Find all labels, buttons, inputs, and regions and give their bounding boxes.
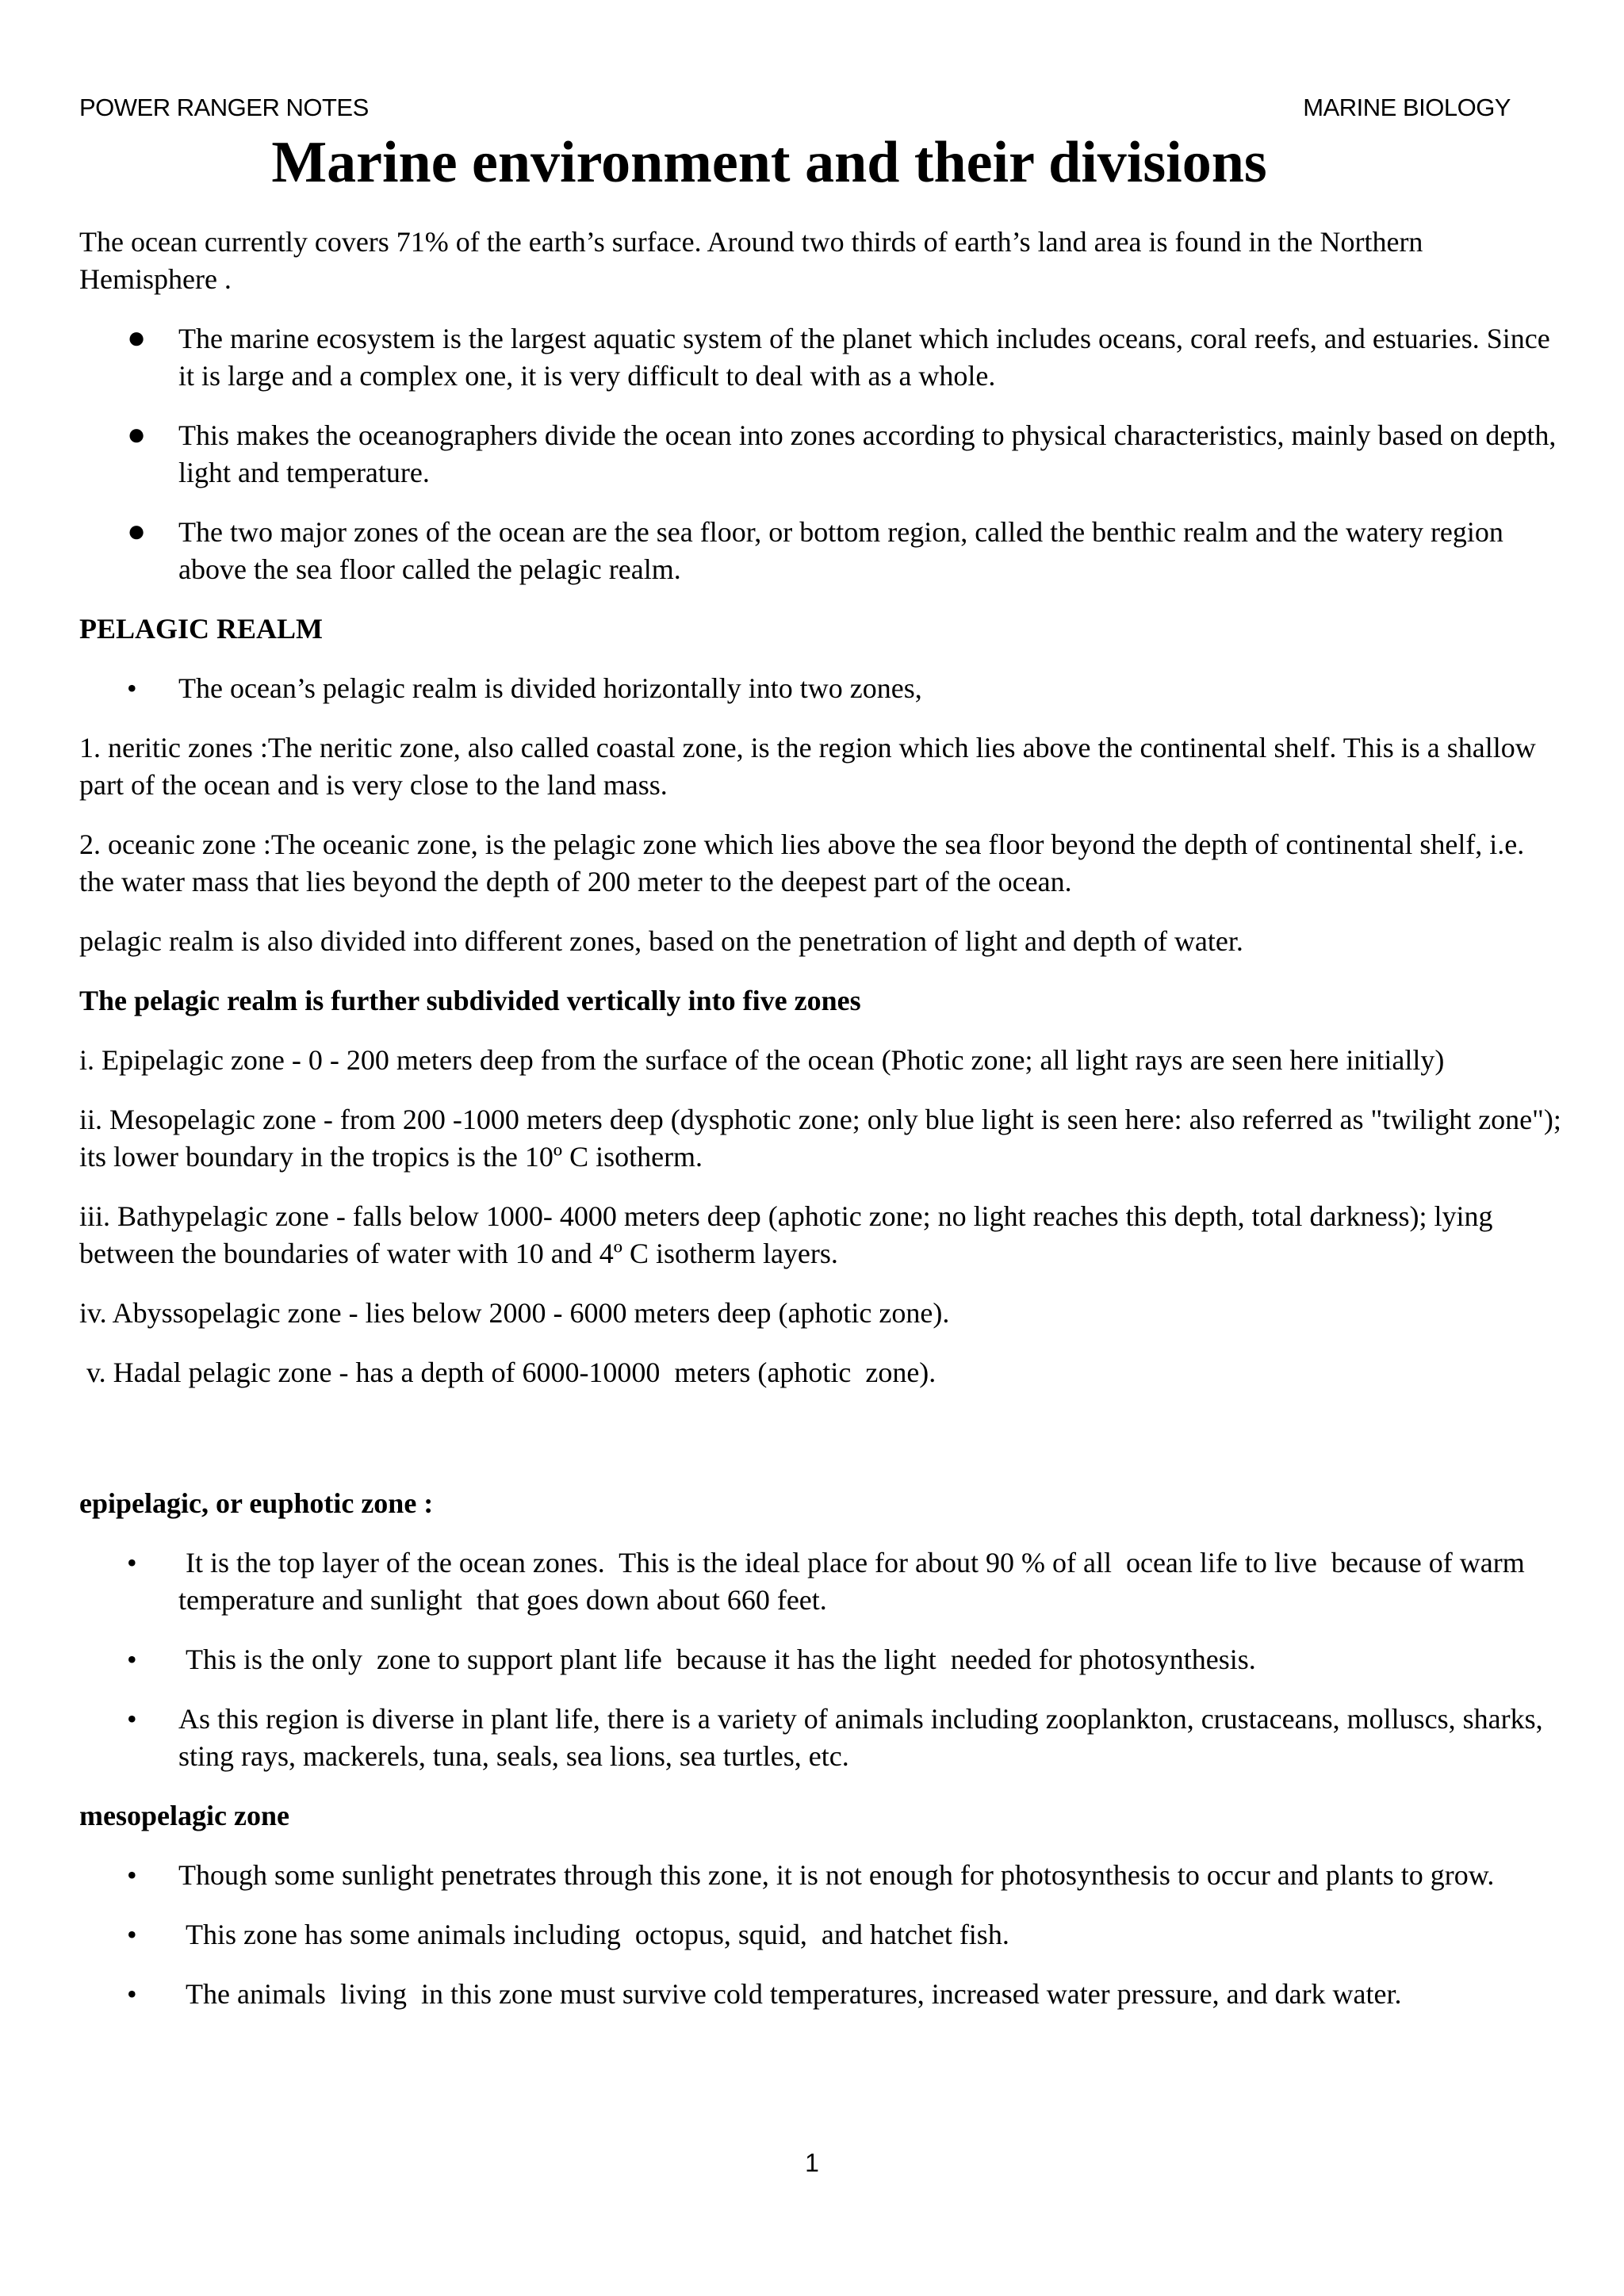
page-number: 1 xyxy=(805,2149,819,2177)
bullet-icon: ● xyxy=(127,416,147,452)
list-item xyxy=(79,1976,1566,2013)
list-item xyxy=(79,1641,1566,1678)
bullet-icon: ● xyxy=(127,513,147,549)
spacer xyxy=(79,1414,1566,1485)
overview-list xyxy=(79,320,1566,588)
list-item-text: Though some sunlight penetrates through this zone, it is not enough for photosynthesis to occur and plants to grow. xyxy=(178,1859,1495,1891)
zone-abyssopelagic: iv. Abyssopelagic zone - lies below 2000 - 6000 meters deep (aphotic zone). xyxy=(79,1297,950,1329)
zone-mesopelagic: ii. Mesopelagic zone - from 200 -1000 meters deep (dysphotic zone; only blue light is seen here: also referred as "twilight zone"); its lower boundary in the tropics is the 10º C isotherm. xyxy=(79,1104,1561,1173)
list-item xyxy=(79,320,1566,395)
bullet-icon: • xyxy=(127,1644,137,1675)
bullet-icon: • xyxy=(127,1547,137,1578)
list-item-text: The marine ecosystem is the largest aquatic system of the planet which includes oceans, coral reefs, and estuaries. Since it is large and a complex one, it is very difficult to deal with as a whole. xyxy=(178,323,1550,392)
vertical-zones-heading: The pelagic realm is further subdivided vertically into five zones xyxy=(79,985,861,1016)
bullet-icon: • xyxy=(127,1703,137,1735)
list-item-text: The two major zones of the ocean are the sea floor, or bottom region, called the benthic realm and the watery region above the sea floor called the pelagic realm. xyxy=(178,516,1503,585)
bullet-icon: ● xyxy=(127,320,147,355)
pelagic-list xyxy=(79,670,1566,707)
epipelagic-heading: epipelagic, or euphotic zone : xyxy=(79,1487,434,1519)
list-item-text: As this region is diverse in plant life, there is a variety of animals including zooplankton, crustaceans, molluscs, sharks, sting rays, mackerels, tuna, seals, sea lions, sea turtles, etc. xyxy=(178,1703,1543,1772)
header-left: POWER RANGER NOTES xyxy=(79,94,369,121)
bullet-icon: • xyxy=(127,1859,137,1891)
zone-bathypelagic: iii. Bathypelagic zone - falls below 1000- 4000 meters deep (aphotic zone; no light reaches this depth, total darkness); lying between the boundaries of water with 10 and 4º C isotherm layers. xyxy=(79,1200,1493,1269)
list-item xyxy=(79,417,1566,492)
list-item xyxy=(79,670,1566,707)
list-item xyxy=(79,1701,1566,1775)
mesopelagic-heading: mesopelagic zone xyxy=(79,1800,289,1831)
neritic-paragraph: 1. neritic zones :The neritic zone, also called coastal zone, is the region which lies above the continental shelf. This is a shallow part of the ocean and is very close to the land mass. xyxy=(79,732,1536,801)
list-item-text: It is the top layer of the ocean zones. This is the ideal place for about 90 % of all ocean life to live because of warm temperature and sunlight that goes down about 660 feet. xyxy=(178,1547,1532,1616)
header-right: MARINE BIOLOGY xyxy=(1303,94,1511,121)
list-item xyxy=(79,514,1566,588)
document-body xyxy=(79,224,1566,2035)
list-item-text: This makes the oceanographers divide the ocean into zones according to physical characteristics, mainly based on depth, light and temperature. xyxy=(178,419,1557,488)
bullet-icon: • xyxy=(127,672,137,704)
epipelagic-list xyxy=(79,1544,1566,1775)
list-item-text: This zone has some animals including octopus, squid, and hatchet fish. xyxy=(178,1919,1009,1950)
mesopelagic-list xyxy=(79,1857,1566,2013)
list-item-text: The animals living in this zone must survive cold temperatures, increased water pressure, and dark water. xyxy=(178,1978,1402,2010)
intro-paragraph: The ocean currently covers 71% of the earth’s surface. Around two thirds of earth’s land area is found in the Northern Hemisphere . xyxy=(79,226,1423,295)
pelagic-heading: PELAGIC REALM xyxy=(79,613,324,645)
zone-hadal: v. Hadal pelagic zone - has a depth of 6000-10000 meters (aphotic zone). xyxy=(79,1357,936,1388)
list-item-text: The ocean’s pelagic realm is divided horizontally into two zones, xyxy=(178,672,922,704)
list-item xyxy=(79,1544,1566,1619)
oceanic-paragraph: 2. oceanic zone :The oceanic zone, is the pelagic zone which lies above the sea floor beyond the depth of continental shelf, i.e. the water mass that lies beyond the depth of 200 meter to the deepest part of the ocean. xyxy=(79,828,1525,897)
list-item-text: This is the only zone to support plant life because it has the light needed for photosynthesis. xyxy=(178,1644,1256,1675)
bullet-icon: • xyxy=(127,1978,137,2010)
bullet-icon: • xyxy=(127,1919,137,1950)
list-item xyxy=(79,1857,1566,1894)
page-title: Marine environment and their divisions xyxy=(271,130,1267,195)
list-item xyxy=(79,1916,1566,1954)
division-paragraph: pelagic realm is also divided into different zones, based on the penetration of light and depth of water. xyxy=(79,925,1243,957)
zone-epipelagic: i. Epipelagic zone - 0 - 200 meters deep from the surface of the ocean (Photic zone; all light rays are seen here initially) xyxy=(79,1044,1445,1076)
